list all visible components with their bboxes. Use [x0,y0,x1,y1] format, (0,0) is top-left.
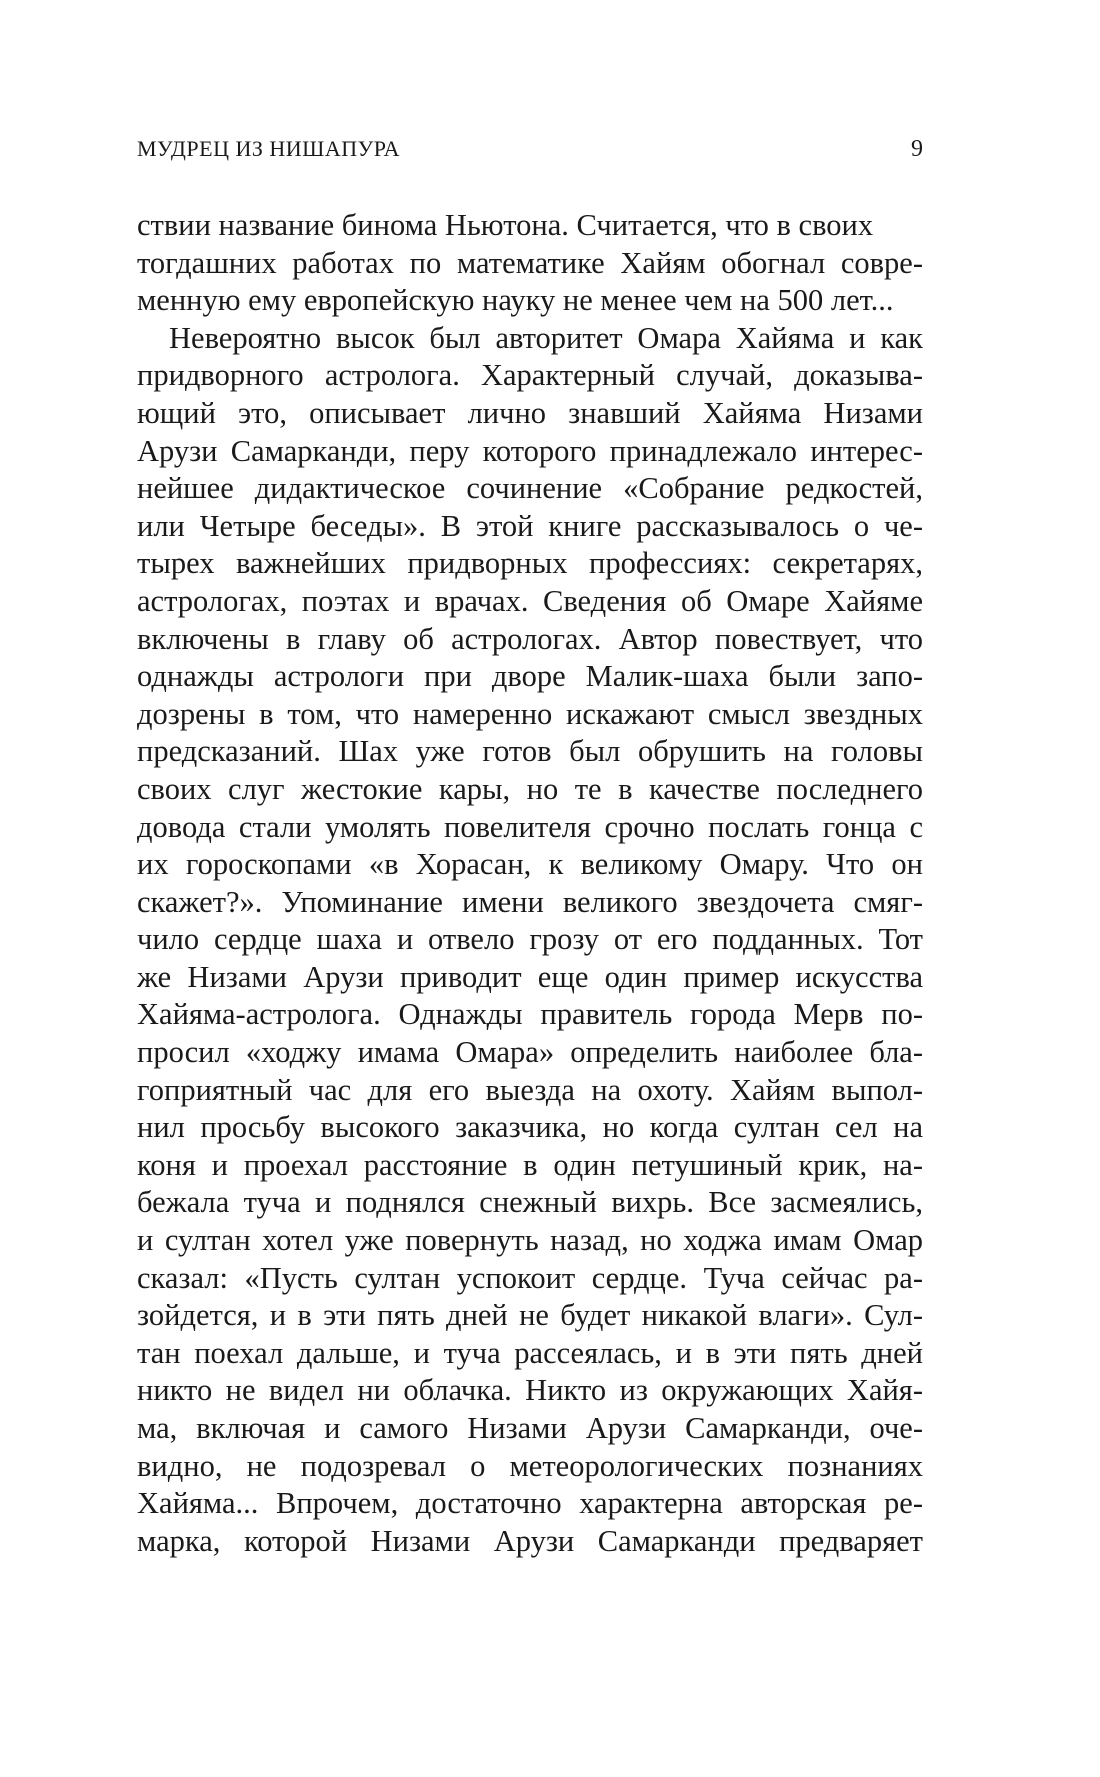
text-line: однажды астрологи при дворе Малик-шаха были запо- [137,659,923,694]
body-text [137,207,923,1560]
text-line: ма, включая и самого Низами Арузи Самарканди, оче- [137,1411,923,1445]
text-line: ющий это, описывает лично знавший Хайяма Низами [137,395,923,430]
text-line: сказал: «Пусть султан успокоит сердце. Туча сейчас ра- [137,1260,923,1295]
text-line: Арузи Самарканди, перу которого принадлежало интерес- [137,433,923,468]
text-line: чило сердце шаха и отвело грозу от его подданных. Тот [137,922,923,957]
text-line: их гороскопами «в Хорасан, к великому Омару. Что он [137,847,923,882]
text-line: Хайяма... Впрочем, достаточно характерна авторская ре- [137,1486,923,1521]
text-line: никто не видел ни облачка. Никто из окружающих Хайя- [137,1373,923,1408]
text-line: коня и проехал расстояние в один петушиный крик, на- [137,1147,923,1182]
text-line: своих слуг жестокие кары, но те в качестве последнего [137,771,923,806]
text-line: ствии название бинома Ньютона. Считается, что в своих [137,208,874,242]
text-line: и султан хотел уже повернуть назад, но ходжа имам Омар [137,1223,923,1258]
page-number: 9 [911,136,923,162]
paragraph-first-line: Невероятно высок был авторитет Омара Хайяма и как [169,320,923,355]
text-line: придворного астролога. Характерный случай, доказыва- [137,358,923,393]
text-line: гоприятный час для его выезда на охоту. Хайям выпол- [137,1072,923,1107]
text-line: просил «ходжу имама Омара» определить наиболее бла- [137,1035,923,1070]
text-line: марка, которой Низами Арузи Самарканди предваряет [137,1523,923,1558]
text-line: бежала туча и поднялся снежный вихрь. Все засмеялись, [137,1185,923,1220]
text-line: включены в главу об астрологах. Автор повествует, что [137,621,923,656]
running-title: МУДРЕЦ ИЗ НИШАПУРА [137,136,401,161]
text-line: астрологах, поэтах и врачах. Сведения об Омаре Хайяме [137,583,923,618]
text-line: тан поехал дальше, и туча рассеялась, и в эти пять дней [137,1335,923,1370]
text-line: или Четыре беседы». В этой книге рассказывалось о че- [137,508,923,543]
text-line: менную ему европейскую науку не менее чем на 500 лет... [137,283,894,318]
text-line: довода стали умолять повелителя срочно послать гонца с [137,809,923,844]
text-line: же Низами Арузи приводит еще один пример искусства [137,959,923,994]
text-line: Хайяма-астролога. Однажды правитель города Мерв по- [137,997,923,1032]
text-line: дозрены в том, что намеренно искажают смысл звездных [137,696,923,731]
running-head [137,136,923,166]
text-line: зойдется, и в эти пять дней не будет никакой влаги». Сул- [137,1298,923,1333]
text-line: тогдашних работах по математике Хайям обогнал совре- [137,245,923,280]
text-line: предсказаний. Шах уже готов был обрушить на головы [137,734,923,769]
text-line: нейшее дидактическое сочинение «Собрание редкостей, [137,471,923,506]
text-line: скажет?». Упоминание имени великого звездочета смяг- [137,884,923,919]
text-line: тырех важнейших придворных профессиях: секретарях, [137,546,923,581]
text-line: видно, не подозревал о метеорологических познаниях [137,1448,923,1483]
text-line: нил просьбу высокого заказчика, но когда султан сел на [137,1110,923,1145]
